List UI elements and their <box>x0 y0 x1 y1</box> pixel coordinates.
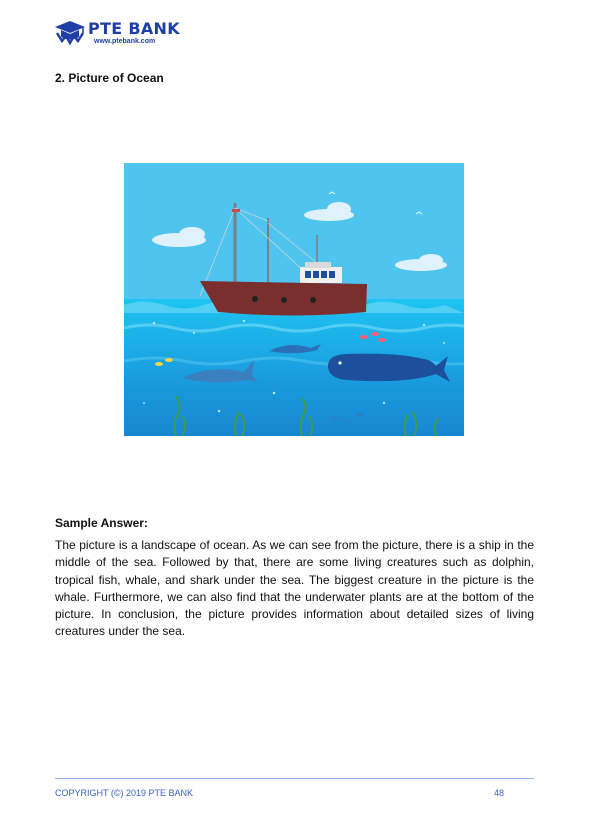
page-number: 48 <box>494 788 505 798</box>
sample-answer-heading: Sample Answer: <box>55 516 148 530</box>
section-heading: 2. Picture of Ocean <box>55 71 164 85</box>
sample-answer-text: The picture is a landscape of ocean. As we can see from the picture, there is a ship in the middle of the sea. Followed by that, there are some living creatures such as dolphin, tropical fish, whale, and shark under the sea. The biggest creature in the picture is the whale. Furthermore, we can also find that the underwater plants are at the bottom of the picture. In conclusion, the picture provides information about detailed sizes of living creatures under the sea. <box>55 538 534 639</box>
ocean-illustration <box>124 163 464 436</box>
brand-url: www.ptebank.com <box>94 38 156 45</box>
brand-name: PTE BANK <box>88 19 180 38</box>
copyright-notice: COPYRIGHT (©) 2019 PTE BANK <box>55 788 194 798</box>
footer-divider <box>55 778 534 779</box>
pte-bank-logo <box>54 19 194 49</box>
graduation-cap-icon <box>54 19 86 47</box>
